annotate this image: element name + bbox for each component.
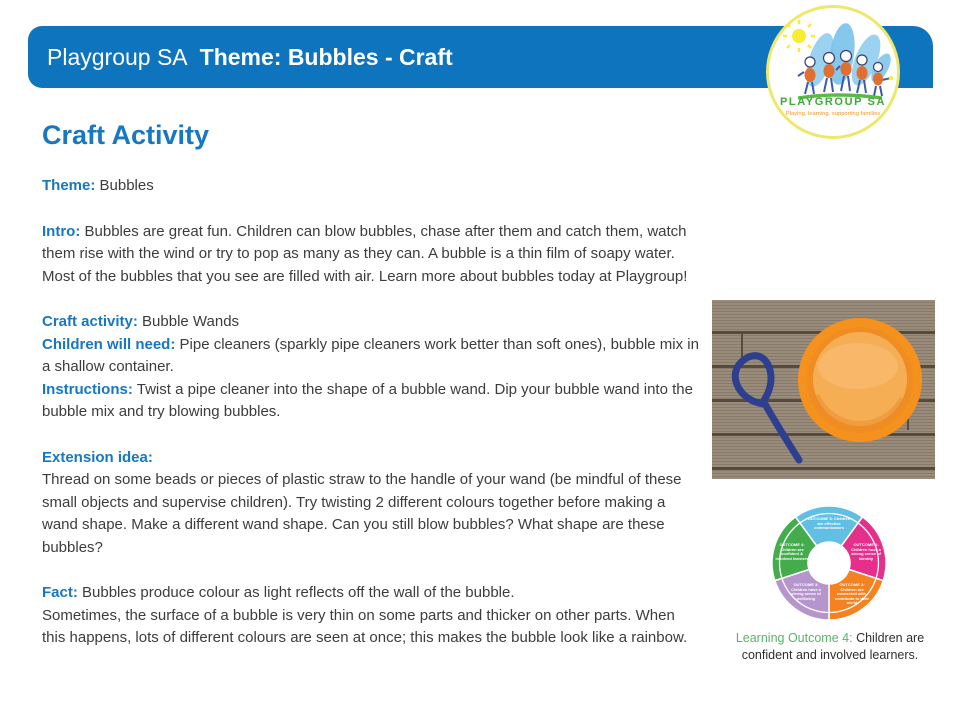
- intro-label: Intro:: [42, 222, 81, 240]
- instructions-line: [42, 379, 700, 424]
- intro-paragraph: [42, 221, 700, 289]
- fact-block: [42, 582, 700, 650]
- learning-outcomes-wheel: [771, 505, 887, 621]
- craft-activity-label: Craft activity:: [42, 313, 138, 330]
- bowl-icon: [798, 318, 922, 442]
- extension-block: [42, 447, 700, 560]
- learning-outcome-caption-text: Children are confident and involved learners.: [741, 631, 925, 662]
- extension-text: Thread on some beads or pieces of plastic straw to the handle of your wand (be mindful of these small objects and supervise children). Try twisting 2 different colours together before making a wand shape. Make a different wand shape. Can you still blow bubbles? What shape are these bubbles?: [42, 471, 682, 556]
- logo-name: PLAYGROUP SA: [779, 96, 886, 108]
- wheel-label-outcome2: OUTCOME 2: Children are connected with, contribute to their world: [834, 582, 870, 606]
- wheel-label-outcome4: OUTCOME 4: Children are confident & involved learners: [775, 542, 809, 561]
- fact-text: Bubbles produce colour as light reflects off the wall of the bubble.: [82, 584, 515, 601]
- fact-label: Fact:: [42, 584, 78, 601]
- wheel-label-outcome5: OUTCOME 5: Children are effective communicators: [807, 516, 851, 531]
- theme-text: Bubbles: [99, 177, 154, 194]
- children-need-text: Pipe cleaners (sparkly pipe cleaners work better than soft ones), bubble mix in a shallow container.: [42, 335, 699, 375]
- header-title: Theme: Bubbles - Craft: [199, 43, 453, 70]
- theme-line: [42, 175, 700, 198]
- playgroup-sa-logo: [766, 5, 900, 139]
- pipe-cleaner-wand-icon: [735, 356, 799, 460]
- craft-activity-block: [42, 311, 700, 424]
- logo-children-drawing-icon: [778, 14, 894, 100]
- craft-photo: [712, 300, 935, 479]
- main-content: [42, 120, 700, 650]
- fact-line: [42, 582, 700, 605]
- children-need-line: [42, 334, 700, 379]
- wheel-label-outcome1: OUTCOME 1: Children have a strong sense of identity: [851, 542, 881, 561]
- craft-activity-line: [42, 311, 700, 334]
- instructions-label: Instructions:: [42, 380, 133, 398]
- header-brand: Playgroup SA: [47, 43, 188, 70]
- sun-icon: [783, 20, 815, 52]
- extension-heading: Extension idea:: [42, 448, 153, 466]
- logo-tagline: Playing, learning, supporting families: [785, 111, 881, 117]
- craft-activity-text: Bubble Wands: [142, 313, 240, 330]
- page-title: Craft Activity: [42, 120, 210, 150]
- learning-outcome-caption: [718, 630, 942, 664]
- children-need-label: Children will need:: [42, 335, 176, 353]
- instructions-text: Twist a pipe cleaner into the shape of a bubble wand. Dip your bubble wand into the bubble mix and try blowing bubbles.: [42, 380, 693, 420]
- intro-text: Bubbles are great fun. Children can blow bubbles, chase after them and catch them, watch them rise with the wind or try to pop as many as they can. A bubble is a thin film of soapy water. Most of the bubbles that you see are filled with air. Learn more about bubbles today at Playgroup!: [42, 222, 688, 285]
- wheel-label-outcome3: OUTCOME 3: Children have a strong sense of wellbeing: [791, 582, 821, 601]
- learning-outcome-caption-label: Learning Outcome 4:: [735, 631, 853, 645]
- theme-label: Theme:: [42, 177, 96, 194]
- fact-text-2: Sometimes, the surface of a bubble is very thin on some parts and thicker on other parts. When this happens, lots of different colours are seen at once; this makes the bubble look like a rainbow.: [42, 606, 688, 646]
